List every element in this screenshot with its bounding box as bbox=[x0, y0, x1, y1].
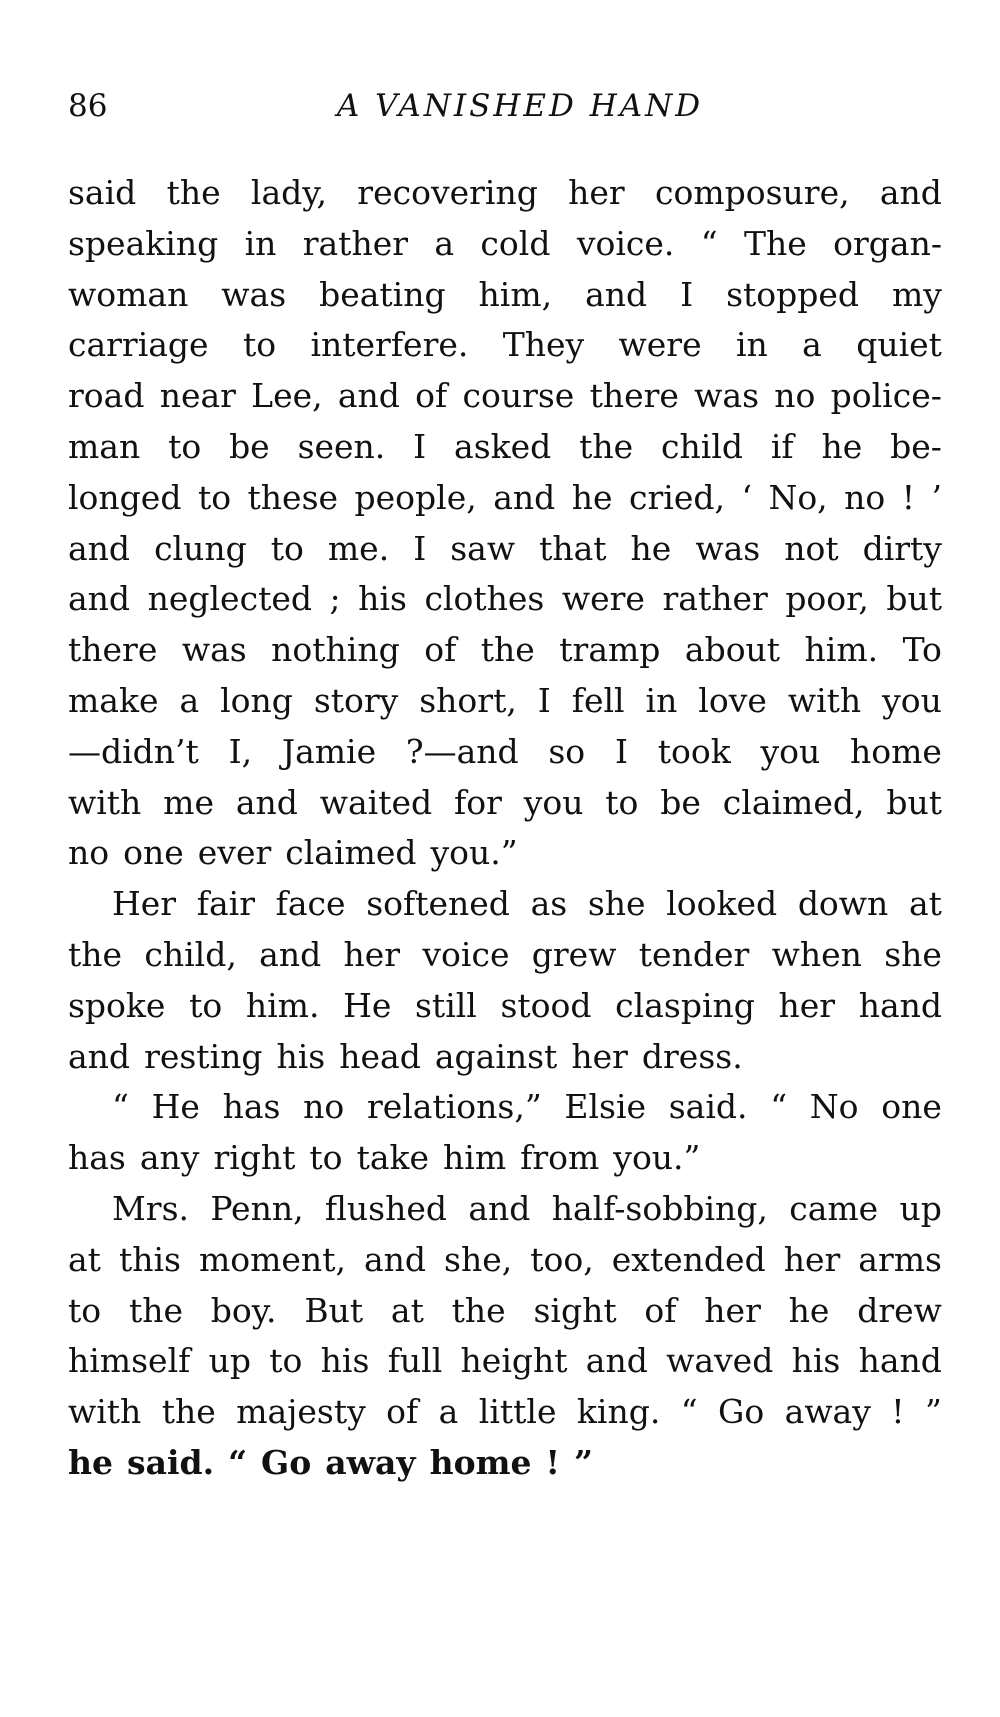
word: carriage bbox=[68, 325, 209, 365]
word: I, bbox=[228, 731, 253, 771]
word: But bbox=[304, 1290, 364, 1330]
word: beating bbox=[319, 274, 446, 314]
word: was bbox=[181, 630, 247, 670]
word: a bbox=[438, 1392, 459, 1432]
word: came bbox=[789, 1188, 879, 1228]
word: you bbox=[882, 680, 942, 720]
word: up bbox=[899, 1188, 942, 1228]
word: with bbox=[68, 782, 142, 822]
word: I bbox=[614, 731, 628, 771]
word: she bbox=[587, 884, 646, 924]
word: hand bbox=[858, 985, 942, 1025]
word: rather bbox=[302, 223, 409, 263]
text-line bbox=[68, 270, 942, 321]
word: he bbox=[630, 528, 672, 568]
word: waited bbox=[319, 782, 433, 822]
page-header bbox=[68, 86, 942, 126]
word: rather bbox=[662, 579, 768, 619]
word: she, bbox=[444, 1239, 513, 1279]
word: her bbox=[343, 934, 401, 974]
word: for bbox=[453, 782, 502, 822]
word: composure, bbox=[654, 173, 850, 212]
word: child bbox=[661, 426, 744, 466]
word: seen. bbox=[297, 426, 386, 466]
word: was bbox=[221, 274, 287, 314]
text-line bbox=[68, 1184, 942, 1235]
word: be bbox=[660, 782, 701, 822]
word: woman bbox=[68, 274, 189, 314]
word: the bbox=[579, 426, 634, 466]
word: one bbox=[881, 1087, 942, 1127]
word: cold bbox=[480, 223, 551, 263]
word: of bbox=[415, 376, 448, 416]
word: saw bbox=[450, 528, 516, 568]
word: He bbox=[151, 1087, 200, 1127]
word: Elsie bbox=[564, 1087, 647, 1127]
word: no bbox=[844, 477, 886, 517]
word: as bbox=[530, 884, 568, 924]
word: you bbox=[760, 731, 821, 771]
word: the bbox=[161, 1392, 216, 1432]
text-line bbox=[68, 828, 942, 879]
word: Lee, bbox=[251, 376, 323, 416]
word: my bbox=[891, 274, 942, 314]
text-line bbox=[68, 1438, 942, 1489]
word: in bbox=[645, 680, 678, 720]
text-line bbox=[68, 371, 942, 422]
text-line bbox=[68, 473, 942, 524]
word: him. bbox=[245, 985, 320, 1025]
word: to bbox=[68, 1290, 102, 1330]
word: his bbox=[276, 1036, 326, 1076]
word: ! bbox=[891, 1392, 905, 1432]
word: were bbox=[618, 325, 702, 365]
word: To bbox=[902, 630, 942, 670]
word: and bbox=[68, 1036, 131, 1076]
word: dress. bbox=[641, 1036, 743, 1076]
word: and bbox=[259, 934, 322, 974]
word: when bbox=[771, 934, 862, 974]
word: ?—and bbox=[405, 731, 519, 771]
word: “ bbox=[228, 1442, 248, 1482]
word: her bbox=[571, 1036, 628, 1076]
text-line bbox=[68, 524, 942, 575]
word: her bbox=[783, 1239, 841, 1279]
word: clasping bbox=[615, 985, 755, 1025]
word: claimed, bbox=[722, 782, 865, 822]
word: there bbox=[68, 630, 158, 670]
text-line bbox=[68, 1032, 942, 1083]
word: no bbox=[303, 1087, 345, 1127]
text-line bbox=[68, 778, 942, 829]
word: of bbox=[386, 1392, 419, 1432]
word: to bbox=[605, 782, 639, 822]
word: claimed bbox=[285, 833, 417, 873]
word: sight bbox=[533, 1290, 617, 1330]
word: road bbox=[68, 376, 145, 416]
text-line bbox=[68, 219, 942, 270]
word: poor, bbox=[785, 579, 869, 619]
word: to bbox=[168, 426, 202, 466]
word: No, bbox=[768, 477, 828, 517]
word: if bbox=[770, 426, 794, 466]
word: stood bbox=[500, 985, 592, 1025]
word: him bbox=[443, 1138, 507, 1178]
word: her bbox=[568, 173, 625, 212]
word: to bbox=[309, 1138, 343, 1178]
page-body bbox=[68, 168, 942, 1489]
word: man bbox=[68, 426, 141, 466]
word: to bbox=[270, 528, 304, 568]
word: me bbox=[163, 782, 214, 822]
text-line bbox=[68, 1235, 942, 1286]
word: neglected bbox=[147, 579, 312, 619]
word: I bbox=[537, 680, 551, 720]
word: you bbox=[523, 782, 584, 822]
word: Mrs. bbox=[112, 1188, 189, 1228]
word: right bbox=[213, 1138, 296, 1178]
word: majesty bbox=[236, 1392, 366, 1432]
word: this bbox=[118, 1239, 181, 1279]
word: Her bbox=[112, 884, 177, 924]
word: up bbox=[208, 1341, 251, 1381]
word: Jamie bbox=[281, 731, 377, 771]
text-line bbox=[68, 930, 942, 981]
word: arms bbox=[858, 1239, 942, 1279]
word: stopped bbox=[726, 274, 860, 314]
word: story bbox=[313, 680, 399, 720]
word: clung bbox=[154, 528, 247, 568]
word: No bbox=[809, 1087, 859, 1127]
word: with bbox=[68, 1392, 142, 1432]
word: boy. bbox=[210, 1290, 277, 1330]
word: organ- bbox=[833, 223, 942, 263]
word: ” bbox=[574, 1442, 594, 1482]
word: full bbox=[387, 1341, 443, 1381]
text-line bbox=[68, 320, 942, 371]
word: the bbox=[166, 173, 221, 212]
word: so bbox=[548, 731, 586, 771]
text-line bbox=[68, 168, 942, 219]
word: longed bbox=[68, 477, 182, 517]
word: fell bbox=[571, 680, 625, 720]
word: and bbox=[493, 477, 556, 517]
word: one bbox=[123, 833, 184, 873]
word: softened bbox=[366, 884, 510, 924]
word: has bbox=[68, 1138, 126, 1178]
text-line bbox=[68, 1387, 942, 1438]
word: him, bbox=[478, 274, 553, 314]
word: ‘ bbox=[741, 477, 752, 517]
word: extended bbox=[611, 1239, 766, 1279]
word: ! bbox=[545, 1442, 561, 1482]
word: “ bbox=[112, 1087, 129, 1127]
word: in bbox=[735, 325, 768, 365]
word: ; bbox=[329, 579, 341, 619]
word: and bbox=[879, 173, 942, 212]
word: down bbox=[797, 884, 889, 924]
word: of bbox=[424, 630, 457, 670]
word: was bbox=[694, 376, 760, 416]
word: his bbox=[358, 579, 407, 619]
word: no bbox=[68, 833, 110, 873]
word: said. bbox=[668, 1087, 748, 1127]
text-line bbox=[68, 676, 942, 727]
word: “ bbox=[700, 223, 718, 263]
word: spoke bbox=[68, 985, 166, 1025]
word: a bbox=[434, 223, 455, 263]
word: a bbox=[802, 325, 822, 365]
word: “ bbox=[680, 1392, 698, 1432]
text-line bbox=[68, 1286, 942, 1337]
word: there bbox=[589, 376, 679, 416]
word: nothing bbox=[271, 630, 400, 670]
word: hand bbox=[858, 1341, 942, 1381]
word: cried, bbox=[629, 477, 725, 517]
word: from bbox=[520, 1138, 600, 1178]
word: child, bbox=[144, 934, 237, 974]
word: you.” bbox=[430, 833, 518, 873]
word: flushed bbox=[324, 1188, 448, 1228]
word: Go bbox=[718, 1392, 765, 1432]
word: but bbox=[886, 579, 942, 619]
word: people, bbox=[354, 477, 477, 517]
text-line bbox=[68, 422, 942, 473]
word: still bbox=[415, 985, 477, 1025]
word: and bbox=[585, 1341, 648, 1381]
word: short, bbox=[419, 680, 517, 720]
word: waved bbox=[666, 1341, 774, 1381]
word: about bbox=[684, 630, 781, 670]
word: looked bbox=[666, 884, 778, 924]
word: to bbox=[242, 325, 277, 365]
word: home bbox=[850, 731, 942, 771]
word: at bbox=[908, 884, 942, 924]
word: voice bbox=[422, 934, 510, 974]
text-line bbox=[68, 625, 942, 676]
word: relations,” bbox=[366, 1087, 542, 1127]
word: took bbox=[657, 731, 731, 771]
word: said bbox=[68, 173, 137, 212]
word: asked bbox=[454, 426, 552, 466]
word: he bbox=[571, 477, 613, 517]
word: resting bbox=[144, 1036, 263, 1076]
page-number: 86 bbox=[68, 88, 108, 124]
word: lady, bbox=[250, 173, 328, 212]
word: the bbox=[128, 1290, 183, 1330]
word: not bbox=[784, 528, 839, 568]
word: course bbox=[462, 376, 575, 416]
word: and bbox=[468, 1188, 531, 1228]
word: a bbox=[179, 680, 200, 720]
word: He bbox=[343, 985, 392, 1025]
word: and bbox=[363, 1239, 427, 1279]
word: tramp bbox=[559, 630, 661, 670]
word: was bbox=[695, 528, 761, 568]
word: clothes bbox=[424, 579, 545, 619]
word: I bbox=[413, 528, 427, 568]
word: “ bbox=[770, 1087, 788, 1127]
word: ” bbox=[924, 1392, 942, 1432]
word: take bbox=[356, 1138, 430, 1178]
word: I bbox=[413, 426, 427, 466]
word: height bbox=[460, 1341, 568, 1381]
word: he bbox=[821, 426, 863, 466]
text-line bbox=[68, 879, 942, 930]
word: has bbox=[222, 1087, 281, 1127]
word: interfere. bbox=[310, 325, 469, 365]
word: to bbox=[197, 477, 232, 517]
word: head bbox=[339, 1036, 421, 1076]
word: away bbox=[784, 1392, 871, 1432]
word: these bbox=[247, 477, 339, 517]
word: be bbox=[229, 426, 270, 466]
word: too, bbox=[530, 1239, 594, 1279]
word: the bbox=[480, 630, 535, 670]
word: me. bbox=[327, 528, 390, 568]
text-line bbox=[68, 1336, 942, 1387]
word: make bbox=[68, 680, 159, 720]
word: and bbox=[68, 579, 131, 619]
word: and bbox=[337, 376, 400, 416]
word: long bbox=[220, 680, 293, 720]
word: ! bbox=[901, 477, 915, 517]
word: with bbox=[787, 680, 862, 720]
word: half-sobbing, bbox=[551, 1188, 768, 1228]
text-line bbox=[68, 727, 942, 778]
text-line bbox=[68, 574, 942, 625]
word: quiet bbox=[856, 325, 942, 365]
word: the bbox=[68, 934, 123, 974]
word: said. bbox=[127, 1442, 215, 1482]
word: They bbox=[502, 325, 585, 365]
word: her bbox=[704, 1290, 761, 1330]
word: you.” bbox=[613, 1138, 701, 1178]
word: voice. bbox=[576, 223, 675, 263]
text-line bbox=[68, 981, 942, 1032]
word: that bbox=[539, 528, 607, 568]
word: home bbox=[429, 1442, 532, 1482]
word: to bbox=[269, 1341, 303, 1381]
word: he bbox=[68, 1442, 113, 1482]
word: himself bbox=[68, 1341, 191, 1381]
word: ever bbox=[197, 833, 272, 873]
word: at bbox=[390, 1290, 424, 1330]
word: speaking bbox=[68, 223, 219, 263]
word: he bbox=[788, 1290, 830, 1330]
word: her bbox=[778, 985, 836, 1025]
word: and bbox=[585, 274, 648, 314]
word: to bbox=[189, 985, 223, 1025]
word: moment, bbox=[198, 1239, 346, 1279]
word: the bbox=[451, 1290, 506, 1330]
word: of bbox=[644, 1290, 677, 1330]
word: his bbox=[320, 1341, 370, 1381]
word: she bbox=[884, 934, 942, 974]
word: love bbox=[698, 680, 767, 720]
word: were bbox=[561, 579, 645, 619]
word: police- bbox=[830, 376, 942, 416]
word: any bbox=[139, 1138, 200, 1178]
word: I bbox=[680, 274, 694, 314]
word: at bbox=[68, 1239, 101, 1279]
word: in bbox=[244, 223, 277, 263]
word: fair bbox=[196, 884, 255, 924]
word: Go bbox=[261, 1442, 312, 1482]
word: grew bbox=[531, 934, 617, 974]
word: king. bbox=[576, 1392, 661, 1432]
word: The bbox=[743, 223, 807, 263]
word: dirty bbox=[862, 528, 942, 568]
word: away bbox=[325, 1442, 416, 1482]
word: —didn’t bbox=[68, 731, 199, 771]
running-title: A VANISHED HAND bbox=[336, 88, 704, 124]
word: ’ bbox=[931, 477, 942, 517]
word: against bbox=[434, 1036, 558, 1076]
word: near bbox=[159, 376, 236, 416]
word: be- bbox=[890, 426, 942, 466]
word: and bbox=[235, 782, 298, 822]
word: no bbox=[774, 376, 816, 416]
text-line bbox=[68, 1133, 942, 1184]
word: his bbox=[791, 1341, 841, 1381]
word: drew bbox=[857, 1290, 942, 1330]
text-line bbox=[68, 1082, 942, 1133]
word: Penn, bbox=[210, 1188, 304, 1228]
word: tender bbox=[638, 934, 750, 974]
word: recovering bbox=[357, 173, 538, 212]
word: face bbox=[275, 884, 346, 924]
word: but bbox=[886, 782, 942, 822]
word: little bbox=[478, 1392, 557, 1432]
word: and bbox=[68, 528, 131, 568]
word: him. bbox=[804, 630, 879, 670]
